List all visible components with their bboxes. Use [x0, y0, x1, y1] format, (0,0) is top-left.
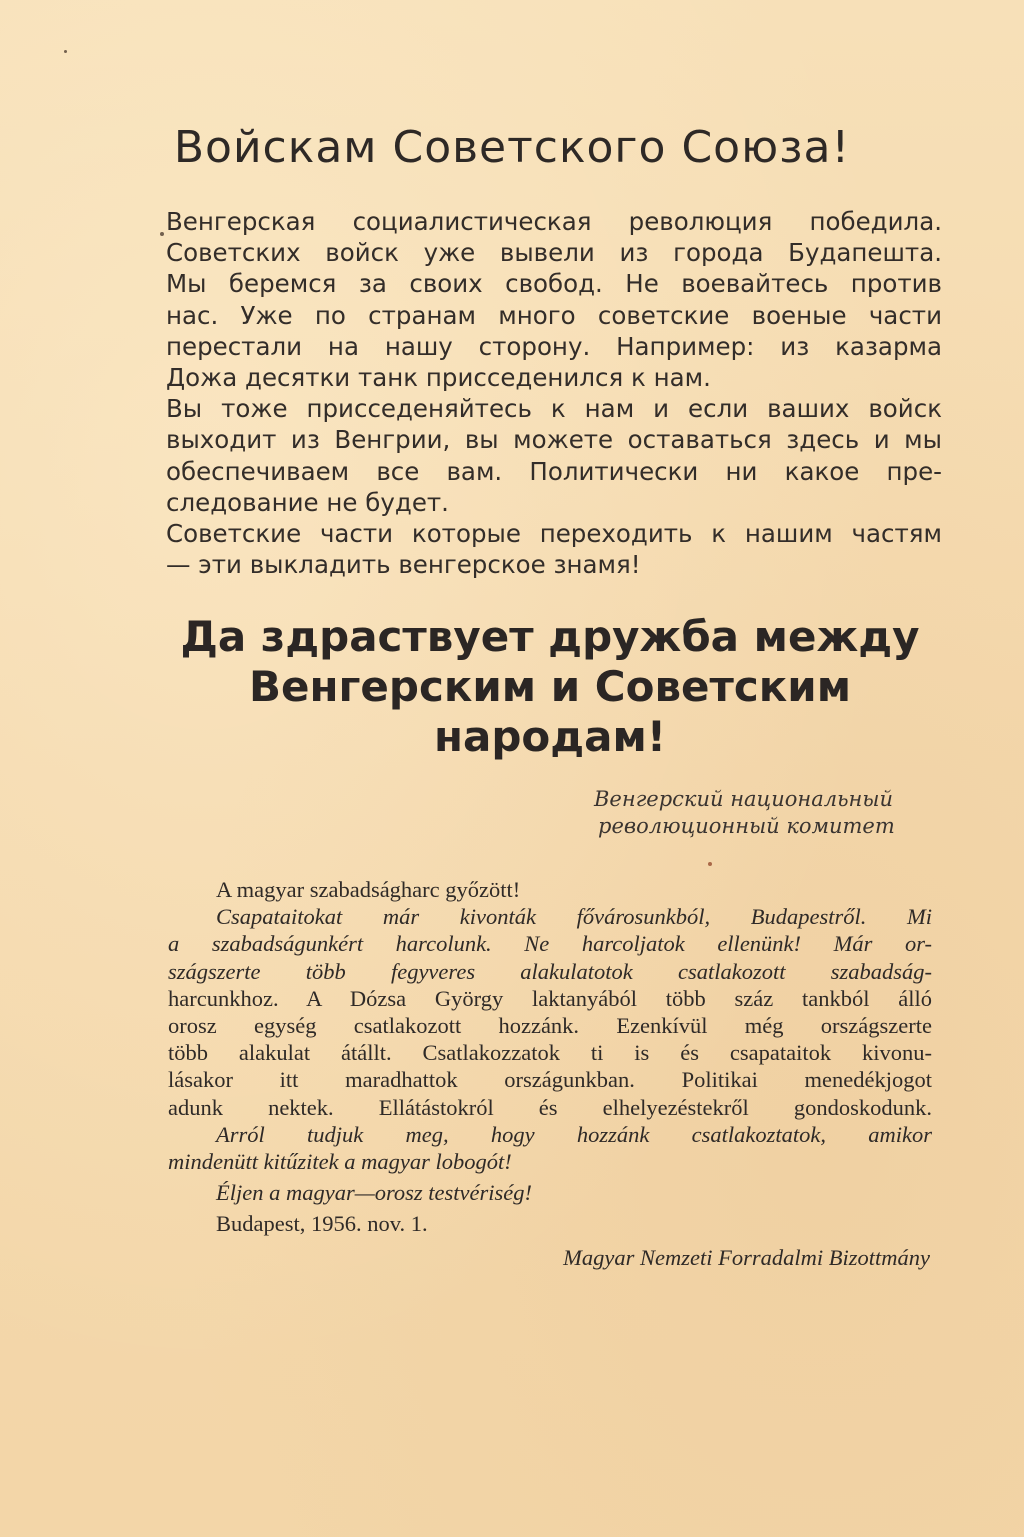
hungarian-slogan: Éljen a magyar—orosz testvériség!: [216, 1180, 532, 1206]
russian-line: Советских войск уже вывели из города Будапешта.: [166, 238, 942, 268]
hungarian-line: adunk nektek. Ellátástokról és elhelyezéstekről gondoskodunk.: [168, 1094, 932, 1120]
russian-line: Венгерская социалистическая революция победила.: [166, 207, 942, 236]
russian-line: обеспечиваем все вам. Политически ни какое пре-: [166, 456, 942, 486]
hungarian-line: a szabadságunkért harcolunk. Ne harcoljatok ellenünk! Már or-: [168, 931, 932, 957]
date-line: Budapest, 1956. nov. 1.: [216, 1211, 428, 1237]
russian-line: Мы беремся за своих свобод. Не воевайтесь против: [166, 269, 942, 299]
russian-slogan: [150, 612, 950, 762]
signature-line: Венгерский национальный: [594, 787, 893, 811]
slogan-line: Да здраствует дружба между: [180, 612, 920, 661]
ink-speck: [708, 862, 712, 866]
russian-line: Дожа десятки танк присседенился к нам.: [166, 363, 711, 393]
slogan-line: народам!: [433, 712, 667, 761]
slogan-line: Венгерским и Советским: [248, 662, 852, 711]
russian-line: выходит из Венгрии, вы можете оставаться здесь и мы: [166, 425, 942, 455]
ink-speck: [64, 50, 67, 53]
hungarian-line: Arról tudjuk meg, hogy hozzánk csatlakoztatok, amikor: [216, 1121, 932, 1147]
russian-title: Войскам Советского Союза!: [173, 122, 851, 173]
signature-line: революционный комитет: [598, 814, 895, 838]
hungarian-line: harcunkhoz. A Dózsa György laktanyából több száz tankból álló: [168, 985, 932, 1011]
hungarian-line: szágszerte több fegyveres alakulatotok csatlakozott szabadság-: [168, 958, 932, 984]
hungarian-line: több alakulat átállt. Csatlakozzatok ti is és csapataitok kivonu-: [168, 1040, 932, 1066]
russian-line: нас. Уже по странам много советские военые части: [166, 300, 942, 330]
russian-line: Вы тоже присседеняйтесь к нам и если ваших войск: [166, 394, 942, 424]
hungarian-line: orosz egység csatlakozott hozzánk. Ezenkívül még országszerte: [168, 1013, 932, 1039]
hungarian-line: Csapataitokat már kivonták fővárosunkból, Budapestről. Mi: [216, 904, 932, 930]
hungarian-heading: A magyar szabadságharc győzött!: [216, 877, 521, 902]
russian-signature: [560, 786, 940, 840]
hungarian-line: lásakor itt maradhattok országunkban. Politikai menedékjogot: [168, 1067, 932, 1093]
russian-body: [166, 206, 942, 580]
russian-line: Советские части которые переходить к нашим частям: [166, 519, 942, 549]
russian-line: — эти выкладить венгерское знамя!: [166, 550, 641, 580]
hungarian-section: [168, 876, 932, 1271]
ink-speck: [160, 232, 164, 236]
hungarian-line: mindenütt kitűzitek a magyar lobogót!: [168, 1149, 512, 1175]
russian-line: следование не будет.: [166, 487, 449, 517]
hungarian-signature: Magyar Nemzeti Forradalmi Bizottmány: [563, 1244, 930, 1270]
russian-line: перестали на нашу сторону. Например: из казарма: [166, 331, 942, 361]
